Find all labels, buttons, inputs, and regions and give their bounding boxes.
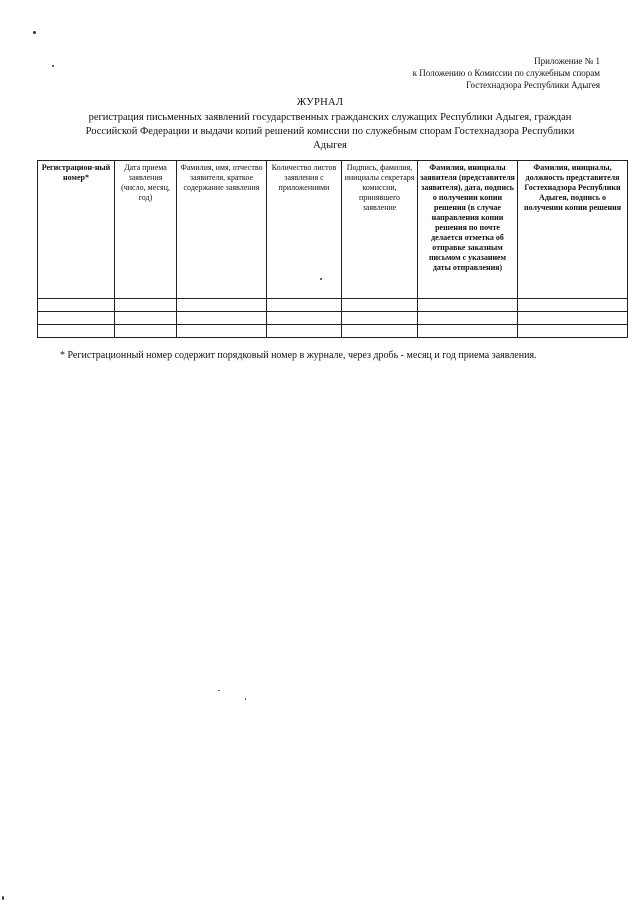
appendix-note (300, 55, 600, 91)
table-cell (518, 299, 628, 312)
header-applicant-receipt: Фамилия, инициалы заявителя (представителя заявителя), дата, подпись о получении копии решения (в случае направления копии решения по почте делается отметка об отправке заказным письмом с указанием даты отправления) (418, 161, 518, 299)
table-row (38, 299, 628, 312)
scan-speck (2, 896, 4, 900)
table-cell (518, 312, 628, 325)
scan-speck (245, 698, 246, 700)
header-applicant-name: Фамилия, имя, отчество заявителя, краткое содержание заявления (177, 161, 267, 299)
table-row (38, 312, 628, 325)
table-cell (267, 312, 342, 325)
appendix-line-3: Гостехнадзора Республики Адыгея (466, 80, 600, 90)
table-cell (518, 325, 628, 338)
footnote: * Регистрационный номер содержит порядковый номер в журнале, через дробь - месяц и год приема заявления. (60, 350, 537, 361)
journal-subtitle: регистрация письменных заявлений государственных гражданских служащих Республики Адыгея, граждан Российской Федерации и выдачи копий решений комиссии по служебным спорам Гостехнадзора Республики Адыгея (85, 112, 575, 151)
header-registration-number: Регистрацион-ный номер* (38, 161, 115, 299)
table-cell (267, 325, 342, 338)
table-cell (115, 325, 177, 338)
appendix-line-2: к Положению о Комиссии по служебным спорам (412, 68, 600, 78)
header-receipt-date: Дата приема заявления (число, месяц, год) (115, 161, 177, 299)
table-cell (418, 299, 518, 312)
table-cell (115, 312, 177, 325)
table-cell (38, 325, 115, 338)
table-cell (342, 312, 418, 325)
scan-speck (52, 65, 54, 67)
table-cell (177, 325, 267, 338)
table-row (38, 325, 628, 338)
table-cell (418, 325, 518, 338)
header-sheet-count: Количество листов заявления с приложениями (267, 161, 342, 299)
journal-table (37, 160, 628, 338)
scan-speck (320, 278, 322, 280)
table-cell (38, 299, 115, 312)
table-cell (418, 312, 518, 325)
header-secretary-signature: Подпись, фамилия, инициалы секретаря комиссии, принявшего заявление (342, 161, 418, 299)
appendix-line-1: Приложение № 1 (534, 56, 600, 66)
table-cell (177, 299, 267, 312)
table-cell (342, 299, 418, 312)
table-cell (177, 312, 267, 325)
scan-speck (33, 31, 36, 34)
table-cell (38, 312, 115, 325)
table-cell (115, 299, 177, 312)
table-cell (342, 325, 418, 338)
header-representative-receipt: Фамилия, инициалы, должность представителя Гостехнадзора Республики Адыгея, подпись о получении копии решения (518, 161, 628, 299)
table-cell (267, 299, 342, 312)
table-header-row (38, 161, 628, 299)
journal-title: ЖУРНАЛ (296, 97, 344, 108)
scan-speck (218, 690, 220, 691)
